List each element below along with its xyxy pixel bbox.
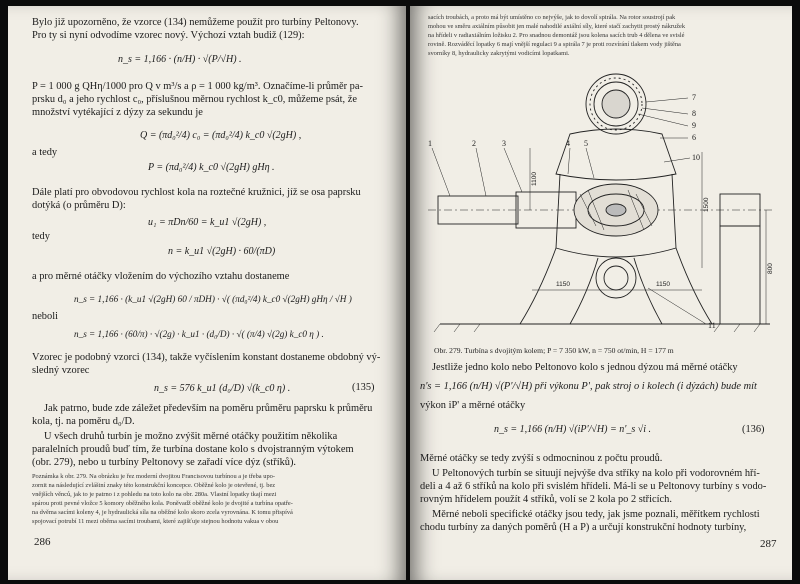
part-label: 3 (502, 139, 506, 148)
part-label: 11 (708, 321, 716, 330)
paragraph-line: paralelních proudů buď tím, že turbína dostane kolo s dvojstranným výtokem (32, 444, 354, 455)
figure-caption: Obr. 279. Turbína s dvojitým kolem; P = 7 350 kW, n = 750 ot/min, H = 177 m (434, 346, 674, 355)
paragraph-line: dotýká (o průměru D): (32, 200, 126, 211)
page-number: 287 (760, 538, 777, 550)
equation-u1: u₁ = πDn/60 = k_u1 √(2gH) , (148, 217, 267, 228)
paragraph-line: Měrné otáčky se tedy zvýší s odmocninou z počtu proudů. (420, 453, 663, 464)
text-a-tedy: a tedy (32, 147, 58, 158)
paragraph-line: P = 1 000 g QHη/1000 pro Q v m³/s a ρ = 1 000 kg/m³. Označíme-li průměr pa- (32, 81, 363, 92)
paragraph-line: Jak patrno, bude zde záležet především na poměru průměru paprsku k průměru (44, 403, 373, 414)
equation-ns-1: n_s = 1,166 · (k_u1 √(2gH) 60 / πDH) · √( (πd₀²/4) k_c0 √(2gH) gHη / √H ) (74, 294, 352, 304)
part-label: 10 (692, 153, 700, 162)
paragraph-line: výkon iP' a měrné otáčky (420, 400, 526, 411)
part-label: 1 (428, 139, 432, 148)
paragraph-line: množství vytékající z dýzy za sekundu je (32, 107, 203, 118)
text-neboli: neboli (32, 311, 58, 322)
dimension-label: 1500 (703, 197, 710, 212)
part-label: 9 (692, 121, 696, 130)
continued-text-line: rovině. Rozváděcí lopatky 6 mají vnější regulaci 9 a spirála 7 je proti rozvírání tlakem vody jištěna (428, 41, 681, 48)
paragraph-line: Jestliže jedno kolo nebo Peltonovo kolo s jednou dýzou má měrné otáčky (432, 362, 738, 373)
paragraph-line: Dále platí pro obvodovou rychlost kola na roztečné kružnici, jíž se osa paprsku (32, 187, 361, 198)
footnote-line: spojovací potrubí 11 mezi oběma sacími troubami, které zajišťuje stejnou hodnotu vakua v obou (32, 518, 279, 525)
right-page (410, 6, 792, 580)
paragraph-line: Bylo již upozorněno, že vzorce (134) nemůžeme použít pro turbíny Peltonovy. (32, 17, 359, 28)
dimension-label: 800 (767, 263, 774, 274)
equation-ns-2: n_s = 1,166 · (60/π) · √(2g) · k_u1 · (d₀/D) · √( (π/4) √(2g) k_c0 η ) . (74, 329, 324, 339)
footnote-line: Poznámka k obr. 279. Na obrázku je řez moderní dvojitou Francisovou turbínou a je třeba upo- (32, 473, 275, 480)
part-label: 2 (472, 139, 476, 148)
paragraph-line: prsku d₀ a jeho rychlost c₀, příslušnou měrnou rychlost k_c0, můžeme psát, že (32, 94, 357, 105)
footnote-line: na dvěma sacími koleny 4, je hydraulická síla na oběžné kolo skoro zcela vyrovnána. K tomu přispívá (32, 509, 293, 516)
paragraph-line: a pro měrné otáčky vložením do výchozího vztahu dostaneme (32, 271, 290, 282)
equation-number: (135) (352, 382, 375, 393)
dimension-label: 1150 (656, 281, 670, 288)
equation-136: n_s = 1,166 (n/H) √(iP'/√H) = n'_s √i . (494, 424, 652, 435)
paragraph-line: sledný vzorec (32, 365, 90, 376)
paragraph-line: Měrné neboli specifické otáčky jsou tedy, jak jsme poznali, měřítkem rychlosti (432, 509, 760, 520)
part-label: 8 (692, 109, 696, 118)
equation-q: Q = (πd₀²/4) c₀ = (πd₀²/4) k_c0 √(2gH) , (140, 130, 302, 141)
paragraph-line: chodu turbíny za daných poměrů (H a P) a určují konstrukční hodnoty turbíny, (420, 522, 747, 533)
dimension-label: 1150 (556, 281, 570, 288)
paragraph-line: (obr. 279), nebo u turbíny Peltonovy se zařadí více dýz (stříků). (32, 457, 297, 468)
part-label: 4 (566, 139, 570, 148)
footnote-line: vnějších věnců, jak to je patrno i z pohledu na toto kolo na obr. 280a. Vlastní lopatky tkají mezi (32, 491, 277, 498)
paragraph-line: kola, tj. na poměru d₀/D. (32, 416, 135, 427)
equation-129: n_s = 1,166 · (n/H) · √(P/√H) . (118, 54, 242, 65)
page-number: 286 (34, 536, 51, 548)
dimension-label: 1100 (531, 172, 538, 186)
paragraph-line: rovným hřídelem použít 4 stříků, volí se 2 kola po 2 střicích. (420, 494, 672, 505)
equation-135: n_s = 576 k_u1 (d₀/D) √(k_c0 η) . (154, 383, 291, 394)
part-label: 6 (692, 133, 696, 142)
text-tedy: tedy (32, 231, 50, 242)
continued-text-line: na hřídeli v radiaxiálním ložisku 2. Pro snadnou demontáž jsou kolena sacích trub 4 dělena ve svislé (428, 32, 685, 39)
paragraph-line: n's = 1,166 (n/H) √(P'/√H) při výkonu P', pak stroj o i kolech (i dýzách) bude mít (420, 381, 757, 392)
part-label: 7 (692, 93, 696, 102)
continued-text-line: sacích troubách, a proto má být umístěno co nejvýše, jak to dovolí spirála. Na rotor soustrojí pak (428, 14, 676, 21)
turbine-section-drawing (420, 62, 780, 346)
equation-p: P = (πd₀²/4) k_c0 √(2gH) gHη . (148, 162, 275, 173)
equation-number: (136) (742, 424, 765, 435)
continued-text-line: mohou ve směru axiálním působit jen malé nahodilé axiální síly, které stačí zachytit prostý nákružek (428, 23, 686, 30)
continued-text-line: svorníky 8, hydraulicky zakrytými vodicími lopatkami. (428, 50, 570, 57)
paragraph-line: U všech druhů turbín je možno zvýšit měrné otáčky použitím několika (44, 431, 338, 442)
equation-n: n = k_u1 √(2gH) · 60/(πD) (168, 246, 276, 257)
left-page (8, 6, 406, 580)
part-label: 5 (584, 139, 588, 148)
paragraph-line: U Peltonových turbín se situují nejvýše dva stříky na kolo při vodorovném hří- (432, 468, 760, 479)
footnote-line: spárou proti pevné vložce 5 komory oběžného kola. Poněvadž oběžné kolo je dvojité a turbína opatře- (32, 500, 293, 507)
paragraph-line: Pro ty si nyní odvodíme vzorec nový. Výchozí vztah budiž (129): (32, 30, 305, 41)
footnote-line: zornit na následující zvláštní znaky této konstrukční koncepce. Oběžné kolo je otevřené, tj. bez (32, 482, 276, 489)
paragraph-line: deli a 4 až 6 stříků na kolo při svislém hřídeli. Má-li se u Peltonovy turbíny s vodo- (420, 481, 767, 492)
paragraph-line: Vzorec je podobný vzorci (134), takže vyčíslením konstant dostaneme obdobný vý- (32, 352, 381, 363)
